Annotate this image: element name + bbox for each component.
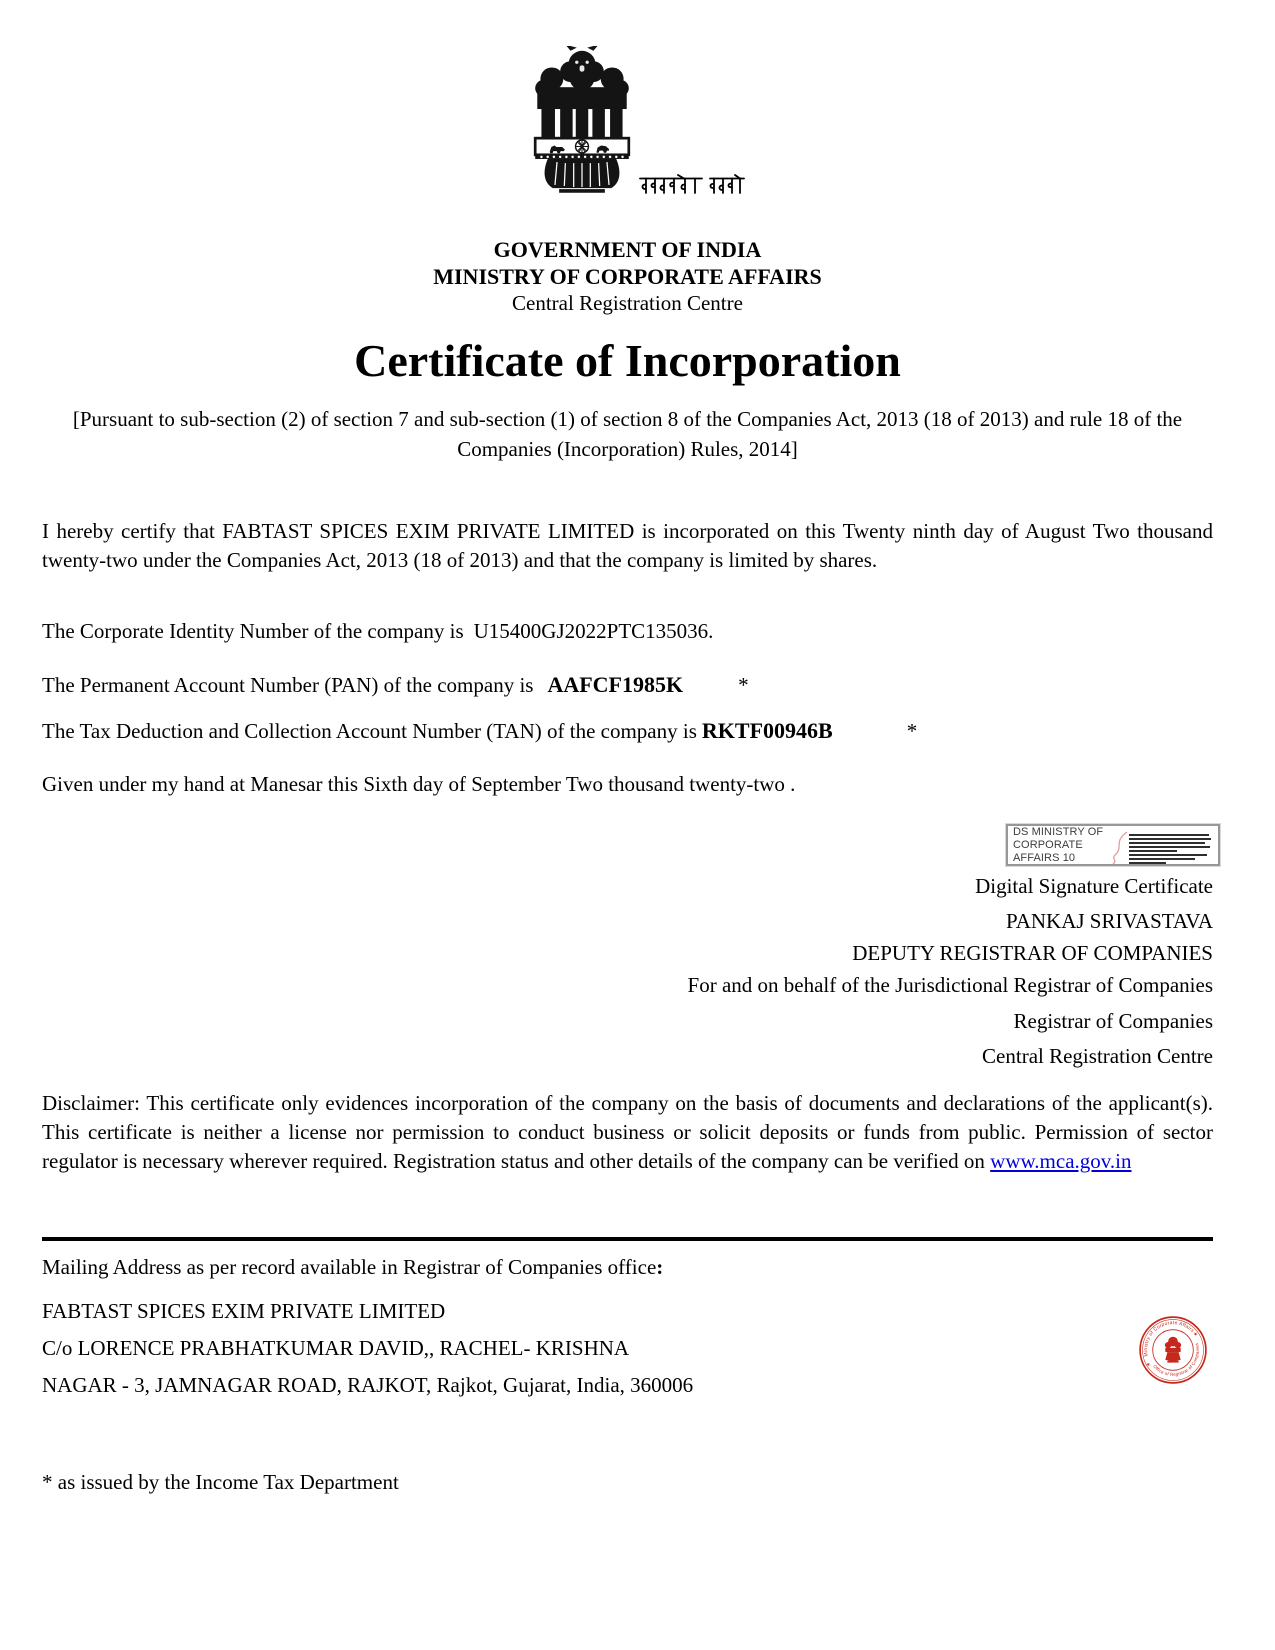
mailing-address-line-1: C/o LORENCE PRABHATKUMAR DAVID,, RACHEL- KRISHNA bbox=[42, 1336, 630, 1360]
pursuant-subtitle: [Pursuant to sub-section (2) of section 7 and sub-section (1) of section 8 of the Companies Act, 2013 (18 of 2013) and rule 18 of the Companies (Incorporation) Rules, 2014] bbox=[72, 407, 1183, 461]
footnote: * as issued by the Income Tax Department bbox=[42, 1470, 399, 1494]
central-registration-centre-line: Central Registration Centre bbox=[512, 291, 743, 315]
seal-bottom-text: Office of Registrar of Companies bbox=[1152, 1342, 1200, 1377]
pan-value: AAFCF1985K bbox=[547, 672, 684, 697]
certify-paragraph: I hereby certify that FABTAST SPICES EXIM PRIVATE LIMITED is incorporated on this Twenty ninth day of August Two thousand twenty-two under the Companies Act, 2013 (18 of 2013) and that the company is limited by shares. bbox=[42, 519, 1213, 572]
sig-line-dsc: Digital Signature Certificate bbox=[975, 874, 1213, 898]
cin-line bbox=[42, 617, 713, 646]
sig-line-roc: Registrar of Companies bbox=[1013, 1009, 1213, 1033]
government-of-india-line: GOVERNMENT OF INDIA bbox=[493, 237, 762, 262]
dsc-stamp-label-line2: CORPORATE AFFAIRS 10 bbox=[1013, 838, 1083, 864]
sig-line-designation: DEPUTY REGISTRAR OF COMPANIES bbox=[852, 941, 1213, 965]
disclaimer-text: Disclaimer: This certificate only evidences incorporation of the company on the basis of documents and declarations of the applicant(s). This certificate is neither a license nor permission to conduct business or solicit deposits or funds from public. Permission of sector regulator is necessary wherever required. Registration status and other details of the company can be verified on bbox=[42, 1091, 1213, 1173]
mailing-company-name: FABTAST SPICES EXIM PRIVATE LIMITED bbox=[42, 1299, 446, 1323]
sig-line-name: PANKAJ SRIVASTAVA bbox=[1005, 909, 1213, 933]
signature-block bbox=[688, 872, 1213, 1071]
svg-text:Ministry of Corporate Affairs bbox=[1138, 1315, 1195, 1359]
tan-asterisk: * bbox=[906, 719, 918, 743]
mca-website-link[interactable]: www.mca.gov.in bbox=[990, 1149, 1132, 1173]
state-emblem-icon bbox=[530, 46, 634, 196]
signature-squiggle-icon bbox=[1107, 830, 1131, 866]
seal-star-left: ★ bbox=[1145, 1361, 1152, 1369]
seal-center-emblem bbox=[1165, 1337, 1181, 1363]
digital-signature-stamp bbox=[1006, 824, 1220, 866]
roc-seal-icon bbox=[1138, 1315, 1208, 1385]
mailing-heading-colon: : bbox=[656, 1255, 664, 1279]
dsc-stamp-label bbox=[1013, 826, 1119, 865]
mailing-address-heading bbox=[42, 1253, 663, 1282]
disclaimer-paragraph bbox=[42, 1089, 1213, 1176]
cin-label: The Corporate Identity Number of the company is bbox=[42, 619, 464, 643]
satyameva-jayate-motto bbox=[638, 174, 746, 196]
emblem-section bbox=[0, 46, 1275, 201]
dsc-stamp-details bbox=[1123, 829, 1213, 861]
tan-line bbox=[42, 716, 917, 746]
sig-line-behalf: For and on behalf of the Jurisdictional Registrar of Companies bbox=[687, 973, 1213, 997]
pan-label: The Permanent Account Number (PAN) of the company is bbox=[42, 673, 534, 697]
dsc-stamp-label-line1: DS MINISTRY OF bbox=[1013, 825, 1104, 838]
certificate-title: Certificate of Incorporation bbox=[354, 335, 901, 386]
seal-top-text: Ministry of Corporate Affairs bbox=[1144, 1321, 1195, 1357]
seal-star-right: ★ bbox=[1192, 1330, 1200, 1339]
pan-asterisk: * bbox=[738, 673, 749, 697]
divider-rule bbox=[42, 1237, 1213, 1241]
given-under-hand-line: Given under my hand at Manesar this Sixth day of September Two thousand twenty-two . bbox=[42, 772, 796, 796]
tan-value: RKTF00946B bbox=[701, 718, 833, 743]
government-header bbox=[42, 236, 1213, 290]
pan-line bbox=[42, 670, 749, 700]
registrar-seal bbox=[1138, 1315, 1208, 1385]
signature-micro-text bbox=[1129, 832, 1212, 866]
cin-value: U15400GJ2022PTC135036. bbox=[473, 619, 714, 643]
mailing-heading-text: Mailing Address as per record available in Registrar of Companies office bbox=[42, 1255, 657, 1279]
ministry-line: MINISTRY OF CORPORATE AFFAIRS bbox=[433, 264, 822, 289]
mailing-address-line-2: NAGAR - 3, JAMNAGAR ROAD, RAJKOT, Rajkot, Gujarat, India, 360006 bbox=[42, 1373, 694, 1397]
sig-line-crc: Central Registration Centre bbox=[982, 1044, 1213, 1068]
tan-label: The Tax Deduction and Collection Account Number (TAN) of the company is bbox=[42, 719, 697, 743]
